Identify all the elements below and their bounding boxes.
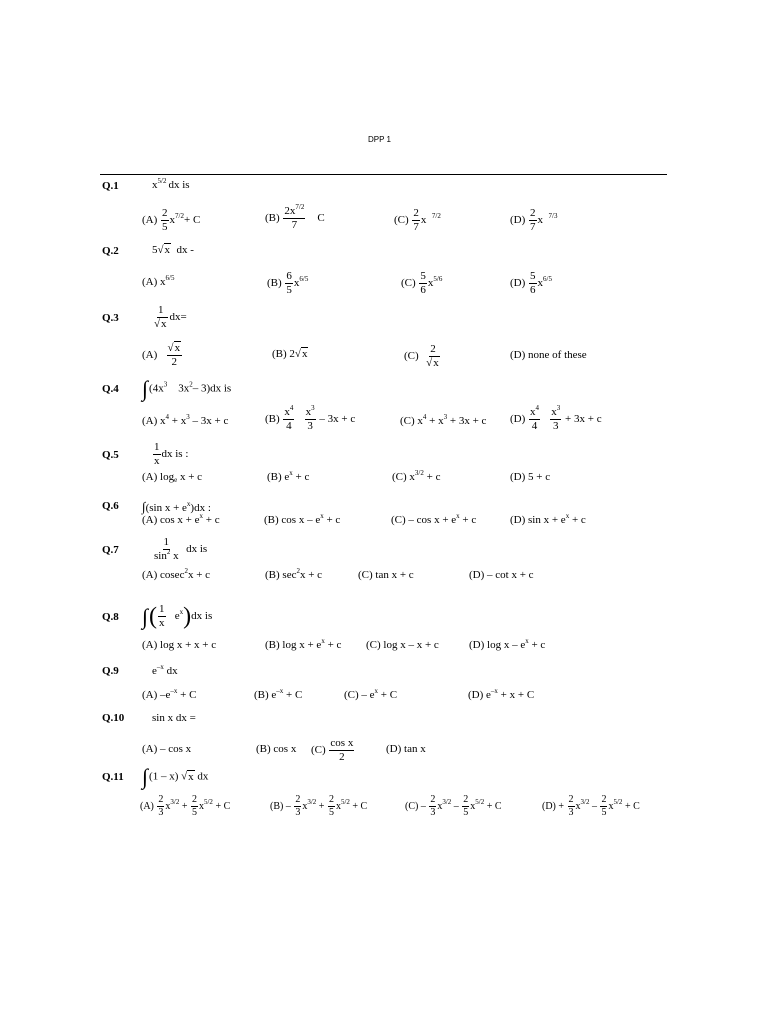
question-number: Q.10: [102, 712, 125, 724]
option-a: (A) – cos x: [142, 743, 192, 755]
question-body: ∫(sin $x + e^x)dx$ :: [142, 499, 211, 514]
question-number: Q.1: [102, 180, 119, 192]
question-number: Q.11: [102, 771, 124, 783]
option-b: (B) $\sec^2x + c$: [265, 567, 323, 581]
option-c: $(C) - \cos x + e^x + c$: [391, 512, 477, 526]
option-d: (D) $\frac{5}{6}$ $x^{6/5}$: [510, 270, 552, 296]
option-a: (A) log x + x + c: [142, 639, 217, 651]
option-d: (D) 5 + c: [510, 471, 551, 483]
option-d: (D) – cot x + c: [469, 569, 534, 581]
option-a: (A) $x^4 + x^3 - 3x + c$: [142, 413, 229, 427]
question-number: Q.7: [102, 544, 119, 556]
question-number: Q.3: [102, 312, 119, 324]
option-b: (B) $\cos x - e^x + c$: [264, 512, 341, 526]
option-a: (A) $\cos x + e^x + c$: [142, 512, 220, 526]
option-b: (B) 2√x: [272, 348, 308, 360]
question-body: $x^{5/2}$ dx is: [152, 177, 190, 191]
question-body: ∫(1 – x) √x dx: [142, 764, 209, 789]
question-number: Q.8: [102, 611, 119, 623]
option-c: $(C) - e^x + C$: [344, 687, 398, 701]
question-body: $\frac{1}{x}$ dx is :: [154, 441, 189, 467]
option-d: (D) $e^{-x} + x + C$: [468, 687, 535, 701]
option-a: (A) $\log_e x + c$: [142, 471, 203, 484]
option-a: (A) $-e^{-x} + C$: [142, 687, 197, 701]
option-c: (C) log x – x + c: [366, 639, 439, 651]
question-number: Q.5: [102, 449, 119, 461]
option-b: (B) – $\frac{2}{3}$ $x^{3/2}$ + $\frac{2}{5}$ $x^{5/2} + C$: [270, 794, 368, 818]
question-body: $\int(4x^3$ $3x^2-$ 3)dx is: [142, 376, 232, 401]
option-b: (B) cos x: [256, 743, 297, 755]
option-d: (D) $\sin x + e^x + c$: [510, 512, 586, 526]
option-c: (C) $x^4 + x^3 + 3x + c$: [400, 413, 487, 427]
option-a: (A) $\frac{2}{3}$ $x^{3/2}$ + $\frac{2}{5}$ $x^{5/2} + C$: [140, 794, 231, 818]
option-b: (B) $\frac{2x^{7/2}}{7}$ C: [265, 203, 325, 231]
option-b: (B) $\log x + e^x + c$: [265, 637, 342, 651]
question-body: $\frac{1}{√x}$ dx=: [154, 304, 187, 330]
option-c: (C) $\frac{2}{√x}$: [404, 343, 439, 369]
option-c: (C) – $\frac{2}{3}$ $x^{3/2}$ – $\frac{2}{5}$ $x^{5/2} + C$: [405, 794, 502, 818]
question-number: Q.2: [102, 245, 119, 257]
option-b: (B) $e^{-x} + C$: [254, 687, 303, 701]
option-a: (A) cosec$^2$x + c: [142, 567, 211, 581]
option-c: (C) $\frac{2}{7}$ x $^{7/2}$: [394, 207, 441, 233]
option-c: (C) $\frac{5}{6}$ $x^{5/6}$: [401, 270, 443, 296]
question-body: sin x dx =: [152, 712, 196, 724]
option-b: (B) $\frac{6}{5}$ $x^{6/5}$: [267, 270, 309, 296]
option-c: (C) tan x + c: [358, 569, 414, 581]
option-a: (A) $\frac{√x}{2}$: [142, 342, 181, 368]
option-b: (B) $e^x + c$: [267, 469, 310, 483]
question-number: Q.6: [102, 500, 119, 512]
page-title: DPP 1: [368, 135, 391, 144]
option-a: (A) $\frac{2}{5}$ $x^{7/2}+ C$: [142, 207, 201, 233]
option-c: (C) $x^{3/2} + c$: [392, 469, 441, 483]
question-body: ∫( $\frac{1}{x}$ $e^x)dx$ is: [142, 603, 213, 630]
header-rule: [100, 174, 667, 175]
question-number: Q.4: [102, 383, 119, 395]
question-number: Q.9: [102, 665, 119, 677]
option-d: (D) + $\frac{2}{3}$ $x^{3/2}$ – $\frac{2}{5}$ $x^{5/2} + C$: [542, 794, 640, 818]
question-body: $\frac{1}{\sin^2 x}$ dx is: [154, 536, 208, 562]
option-c: (C) $\frac{\text{cos x}}{2}$: [311, 737, 354, 763]
option-d: (D) $\frac{x^4}{4}$ $\frac{x^3}{3}$ + 3x + c: [510, 404, 602, 432]
option-b: (B) $\frac{x^4}{4}$ $\frac{x^3}{3}$ – 3x + c: [265, 404, 356, 432]
question-body: $e^{-x}$ dx: [152, 663, 178, 677]
question-body: 5√x dx -: [152, 244, 194, 256]
option-d: (D) $\frac{2}{7}$ x $^{7/3}$: [510, 207, 558, 233]
option-d: (D) $\log x - e^x + c$: [469, 637, 546, 651]
option-a: (A) $x^{6/5}$: [142, 274, 175, 288]
option-d: (D) none of these: [510, 349, 587, 361]
option-d: (D) tan x: [386, 743, 426, 755]
